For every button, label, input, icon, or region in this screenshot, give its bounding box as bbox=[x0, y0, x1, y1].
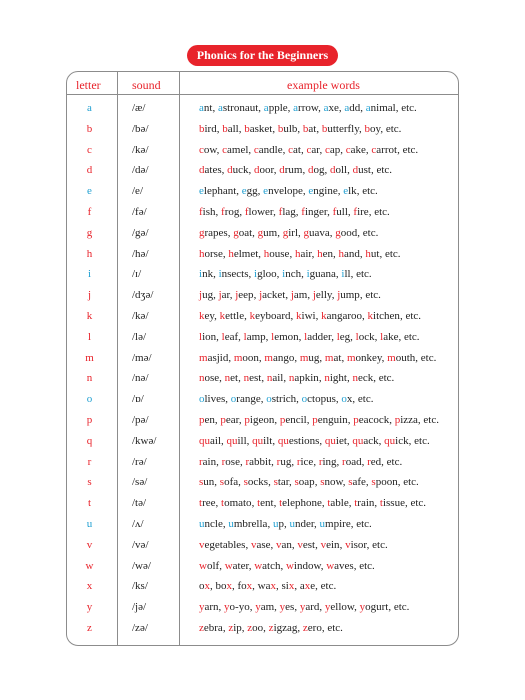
header-sound: sound bbox=[132, 78, 161, 92]
row-letter: w bbox=[85, 559, 94, 572]
row-example-words: cow, camel, candle, cat, car, cap, cake, carrot, etc. bbox=[199, 143, 419, 156]
row-letter: y bbox=[86, 601, 93, 614]
table-row bbox=[0, 247, 525, 268]
row-letter: c bbox=[87, 143, 92, 156]
table-row bbox=[0, 371, 525, 392]
row-example-words: lion, leaf, lamp, lemon, ladder, leg, lock, lake, etc. bbox=[199, 330, 420, 343]
row-letter: r bbox=[87, 455, 92, 468]
table-row bbox=[0, 559, 525, 580]
row-sound: /zə/ bbox=[132, 622, 148, 634]
row-sound: /də/ bbox=[132, 164, 149, 177]
table-row bbox=[0, 101, 525, 122]
row-sound: /hə/ bbox=[132, 247, 149, 260]
row-letter: v bbox=[86, 538, 93, 551]
row-example-words: grapes, goat, gum, girl, guava, good, etc. bbox=[199, 226, 379, 239]
row-letter: p bbox=[86, 414, 93, 426]
table-row bbox=[0, 205, 525, 226]
row-example-words: bird, ball, basket, bulb, bat, butterfly, boy, etc. bbox=[199, 122, 402, 135]
row-sound: /kə/ bbox=[132, 310, 149, 322]
row-sound: /bə/ bbox=[132, 122, 149, 135]
table-row bbox=[0, 184, 525, 205]
row-sound: /rə/ bbox=[132, 455, 147, 468]
table-row bbox=[0, 351, 525, 372]
row-sound: /kwə/ bbox=[132, 434, 157, 447]
row-sound: /tə/ bbox=[132, 497, 147, 510]
row-example-words: wolf, water, watch, window, waves, etc. bbox=[199, 559, 375, 572]
row-letter: k bbox=[86, 310, 93, 322]
row-sound: /lə/ bbox=[132, 330, 147, 343]
row-sound: /wə/ bbox=[132, 559, 151, 572]
row-example-words: ink, insects, igloo, inch, iguana, ill, etc. bbox=[199, 268, 372, 281]
row-sound: /ɪ/ bbox=[132, 268, 142, 281]
row-sound: /pə/ bbox=[132, 414, 149, 426]
row-sound: /sə/ bbox=[132, 476, 148, 489]
row-example-words: jug, jar, jeep, jacket, jam, jelly, jump, etc. bbox=[199, 289, 381, 302]
row-letter: s bbox=[87, 476, 92, 489]
row-letter: a bbox=[87, 102, 92, 114]
table-row bbox=[0, 309, 525, 330]
row-sound: /nə/ bbox=[132, 372, 149, 385]
header-example-words: example words bbox=[287, 78, 360, 92]
row-example-words: dates, duck, door, drum, dog, doll, dust, etc. bbox=[199, 164, 393, 177]
table-row bbox=[0, 288, 525, 309]
row-letter: b bbox=[86, 122, 93, 135]
page-title: Phonics for the Beginners bbox=[187, 45, 338, 66]
table-row bbox=[0, 455, 525, 476]
header-letter: letter bbox=[76, 78, 101, 92]
table-row bbox=[0, 496, 525, 517]
row-example-words: fish, frog, flower, flag, finger, full, fire, etc. bbox=[199, 206, 390, 218]
row-letter: h bbox=[86, 247, 93, 260]
row-sound: /ks/ bbox=[132, 580, 148, 593]
row-example-words: yarn, yo-yo, yam, yes, yard, yellow, yogurt, etc. bbox=[199, 601, 410, 614]
row-example-words: uncle, umbrella, up, under, umpire, etc. bbox=[199, 518, 372, 530]
row-letter: m bbox=[85, 351, 94, 364]
row-sound: /dʒə/ bbox=[132, 289, 154, 302]
table-row bbox=[0, 143, 525, 164]
row-sound: /gə/ bbox=[132, 226, 149, 239]
row-letter: f bbox=[87, 206, 92, 218]
table-row bbox=[0, 621, 525, 642]
table-row bbox=[0, 413, 525, 434]
row-example-words: olives, orange, ostrich, octopus, ox, etc. bbox=[199, 393, 374, 406]
row-sound: /fə/ bbox=[132, 206, 147, 218]
table-row bbox=[0, 579, 525, 600]
row-letter: g bbox=[86, 226, 93, 239]
row-letter: q bbox=[86, 434, 93, 447]
row-letter: t bbox=[87, 497, 92, 510]
row-example-words: tree, tomato, tent, telephone, table, train, tissue, etc. bbox=[199, 497, 427, 510]
table-row bbox=[0, 475, 525, 496]
row-letter: o bbox=[86, 393, 93, 406]
row-example-words: horse, helmet, house, hair, hen, hand, hut, etc. bbox=[199, 247, 401, 260]
row-example-words: elephant, egg, envelope, engine, elk, etc. bbox=[199, 185, 378, 198]
table-row bbox=[0, 267, 525, 288]
row-example-words: pen, pear, pigeon, pencil, penguin, peacock, pizza, etc. bbox=[199, 414, 439, 426]
row-letter: e bbox=[87, 185, 92, 198]
row-letter: i bbox=[87, 268, 92, 281]
row-example-words: rain, rose, rabbit, rug, rice, ring, road, red, etc. bbox=[199, 455, 403, 468]
table-row bbox=[0, 392, 525, 413]
row-sound: /e/ bbox=[132, 185, 143, 198]
row-sound: /æ/ bbox=[132, 102, 146, 114]
row-sound: /ʌ/ bbox=[132, 518, 144, 530]
row-example-words: vegetables, vase, van, vest, vein, visor, etc. bbox=[199, 538, 388, 551]
table-row bbox=[0, 163, 525, 184]
row-example-words: key, kettle, keyboard, kiwi, kangaroo, kitchen, etc. bbox=[199, 310, 422, 322]
row-example-words: quail, quill, quilt, questions, quiet, quack, quick, etc. bbox=[199, 434, 430, 447]
table-row bbox=[0, 538, 525, 559]
row-letter: n bbox=[86, 372, 93, 385]
table-row bbox=[0, 122, 525, 143]
row-sound: /və/ bbox=[132, 538, 149, 551]
row-example-words: ant, astronaut, apple, arrow, axe, add, animal, etc. bbox=[199, 102, 417, 114]
row-example-words: zebra, zip, zoo, zigzag, zero, etc. bbox=[199, 622, 343, 634]
row-letter: d bbox=[86, 164, 93, 177]
row-letter: z bbox=[87, 622, 92, 634]
table-row bbox=[0, 434, 525, 455]
row-example-words: sun, sofa, socks, star, soap, snow, safe, spoon, etc. bbox=[199, 476, 419, 489]
table-row bbox=[0, 517, 525, 538]
row-example-words: nose, net, nest, nail, napkin, night, neck, etc. bbox=[199, 372, 395, 385]
table-row bbox=[0, 600, 525, 621]
row-letter: x bbox=[86, 580, 93, 593]
table-row bbox=[0, 330, 525, 351]
header-rule bbox=[66, 94, 459, 95]
row-sound: /mə/ bbox=[132, 351, 152, 364]
row-letter: j bbox=[87, 289, 92, 302]
row-sound: /ɒ/ bbox=[132, 393, 144, 406]
row-example-words: ox, box, fox, wax, six, axe, etc. bbox=[199, 580, 337, 593]
row-example-words: masjid, moon, mango, mug, mat, monkey, mouth, etc. bbox=[199, 351, 437, 364]
row-sound: /jə/ bbox=[132, 601, 147, 614]
row-letter: l bbox=[87, 330, 92, 343]
table-row bbox=[0, 226, 525, 247]
row-letter: u bbox=[86, 518, 93, 530]
row-sound: /kə/ bbox=[132, 143, 149, 156]
